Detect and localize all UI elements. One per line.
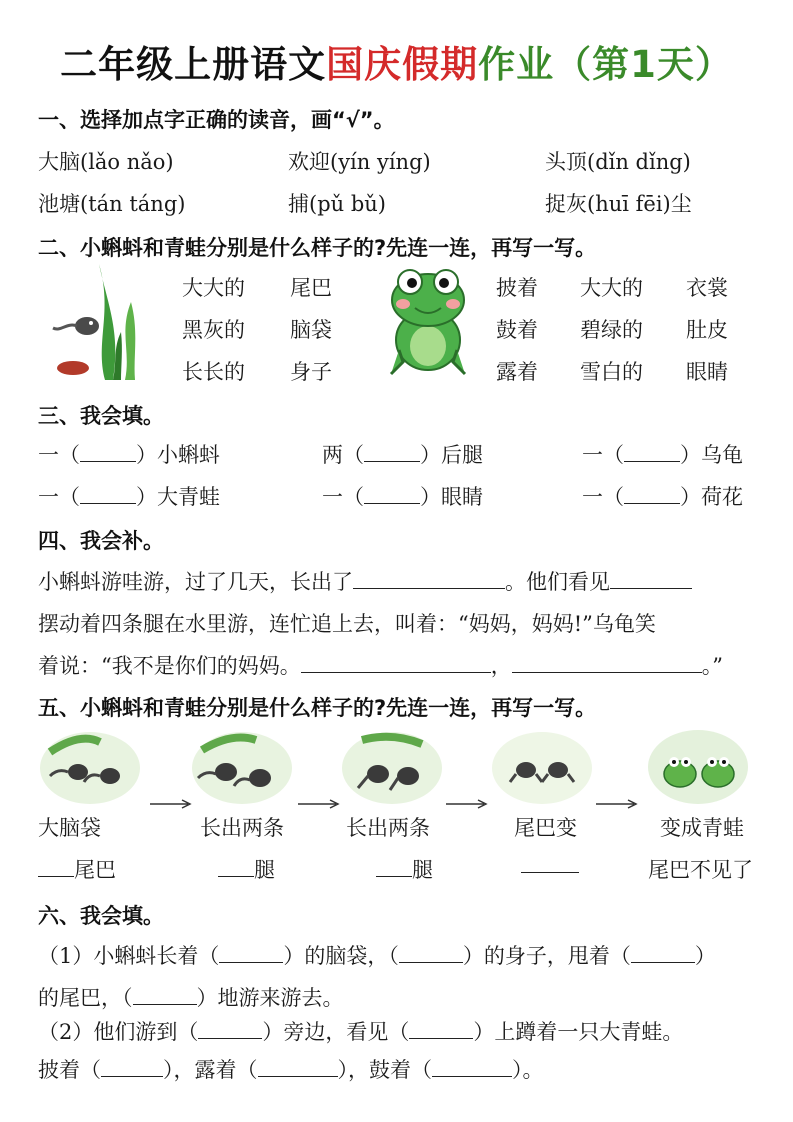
answer-blank[interactable] [218,858,254,877]
passage-text: 小蝌蚪游哇游，过了几天，长出了 [38,570,353,594]
answer-blank[interactable] [364,485,420,504]
stage5-picture [648,730,748,804]
section4-heading: 四、我会补。 [38,529,164,553]
fill-suffix: ）荷花 [680,485,743,509]
answer-blank[interactable] [258,1058,338,1077]
fill-prefix: 两（ [322,443,364,467]
tadpole-picture [55,262,145,382]
word-item: 雪白的 [580,360,643,384]
question-text: 披着（ [38,1058,101,1082]
answer-blank[interactable] [610,570,692,589]
answer-blank[interactable] [409,1020,473,1039]
word-item: 衣裳 [686,276,728,300]
pinyin-item: 池塘(tán táng) [38,192,186,216]
section5-heading: 五、小蝌蚪和青蛙分别是什么样子的?先连一连，再写一写。 [38,696,597,720]
question-text: ）的脑袋，（ [283,944,399,968]
answer-blank[interactable] [624,485,680,504]
fill-item [582,439,743,469]
answer-blank[interactable] [219,944,283,963]
word-item: 碧绿的 [580,318,643,342]
arrow-icon [596,798,640,810]
question-text: （1）小蝌蚪长着（ [38,944,220,968]
fill-suffix: ）大青蛙 [136,485,220,509]
answer-blank[interactable] [432,1058,512,1077]
stage-label: 长出两条 [346,816,430,840]
question-text: ）地游来游去。 [196,986,344,1010]
word-item: 尾巴 [290,276,332,300]
word-item: 披着 [496,276,538,300]
answer-blank[interactable] [80,443,136,462]
answer-blank[interactable] [301,654,491,673]
word-item: 鼓着 [496,318,538,342]
fill-prefix: 一（ [582,443,624,467]
answer-blank[interactable] [364,443,420,462]
arrow-icon [150,798,194,810]
fill-prefix: 一（ [38,485,80,509]
passage-text: ， [490,654,512,678]
stage3-picture [342,732,442,804]
fill-prefix: 一（ [322,485,364,509]
passage-text: 。他们看见 [505,570,610,594]
stage-label: 大脑袋 [38,816,101,840]
stage-text: 腿 [254,858,275,882]
question-text: 的尾巴，（ [38,986,133,1010]
pinyin-item: 头顶(dǐn dǐng) [545,150,691,174]
word-item: 身子 [290,360,332,384]
passage-line [38,650,723,680]
frog-picture [383,270,473,378]
section3-heading: 三、我会填。 [38,404,164,428]
stage-text: 腿 [412,858,433,882]
passage-text: 。” [701,654,723,678]
fill-suffix: ）乌龟 [680,443,743,467]
passage-line: 摆动着四条腿在水里游，连忙追上去，叫着：“妈妈，妈妈!”乌龟笑 [38,612,656,636]
stage-label: 变成青蛙 [660,816,744,840]
fill-prefix: 一（ [38,443,80,467]
fill-item [322,481,483,511]
word-item: 大大的 [580,276,643,300]
stage-blank-line [521,854,579,878]
answer-blank[interactable] [512,654,702,673]
answer-blank[interactable] [38,858,74,877]
title-part2: 国庆假期 [326,43,479,86]
word-item: 脑袋 [290,318,332,342]
section1-heading: 一、选择加点字正确的读音，画“√”。 [38,108,395,132]
word-item: 眼睛 [686,360,728,384]
word-item: 肚皮 [686,318,728,342]
stage-text: 尾巴不见了 [648,858,753,882]
answer-blank[interactable] [80,485,136,504]
question-text: ）。 [512,1058,544,1082]
stage-label: 长出两条 [200,816,284,840]
question-text: ）的身子，甩着（ [462,944,631,968]
fill-item [38,481,220,511]
answer-blank[interactable] [624,443,680,462]
answer-blank[interactable] [198,1020,262,1039]
question-text: （2）他们游到（ [38,1020,199,1044]
question-line [38,940,716,970]
question-text: ），鼓着（ [337,1058,432,1082]
answer-blank[interactable] [521,854,579,873]
answer-blank[interactable] [133,986,197,1005]
word-item: 大大的 [182,276,245,300]
pinyin-item: 捕(pǔ bǔ) [288,192,386,216]
stage-blank-line [38,854,116,884]
fill-suffix: ）后腿 [420,443,483,467]
section6-heading: 六、我会填。 [38,904,164,928]
fill-suffix: ）小蝌蚪 [136,443,220,467]
pinyin-item: 大脑(lǎo nǎo) [38,150,174,174]
arrow-icon [446,798,490,810]
question-line [38,1016,683,1046]
question-text: ）旁边，看见（ [262,1020,410,1044]
stage4-picture [492,732,592,804]
word-item: 露着 [496,360,538,384]
question-line [38,1054,544,1084]
fill-item [582,481,743,511]
answer-blank[interactable] [101,1058,163,1077]
pinyin-item: 欢迎(yín yíng) [288,150,431,174]
title-part3: 作业（第1天） [478,43,733,86]
stage2-picture [192,732,292,804]
passage-text: 着说：“我不是你们的妈妈。 [38,654,301,678]
title-part1: 二年级上册语文 [60,43,327,86]
answer-blank[interactable] [399,944,463,963]
answer-blank[interactable] [353,570,505,589]
stage-blank-line [376,854,433,884]
fill-suffix: ）眼睛 [420,485,483,509]
answer-blank[interactable] [376,858,412,877]
stage-text: 尾巴 [74,858,116,882]
page-title [0,34,793,88]
pinyin-item: 捉灰(huī fēi)尘 [545,192,692,216]
section2-heading: 二、小蝌蚪和青蛙分别是什么样子的?先连一连，再写一写。 [38,236,597,260]
answer-blank[interactable] [631,944,695,963]
fill-item [38,439,220,469]
question-text: ） [694,944,716,968]
fill-item [322,439,483,469]
question-line [38,982,344,1012]
word-item: 黑灰的 [182,318,245,342]
stage-label: 尾巴变 [514,816,577,840]
stage-blank-line [218,854,275,884]
question-text: ）上蹲着一只大青蛙。 [473,1020,684,1044]
arrow-icon [298,798,342,810]
passage-line [38,566,692,596]
question-text: ），露着（ [163,1058,258,1082]
word-item: 长长的 [182,360,245,384]
fill-prefix: 一（ [582,485,624,509]
stage1-picture [40,732,140,804]
